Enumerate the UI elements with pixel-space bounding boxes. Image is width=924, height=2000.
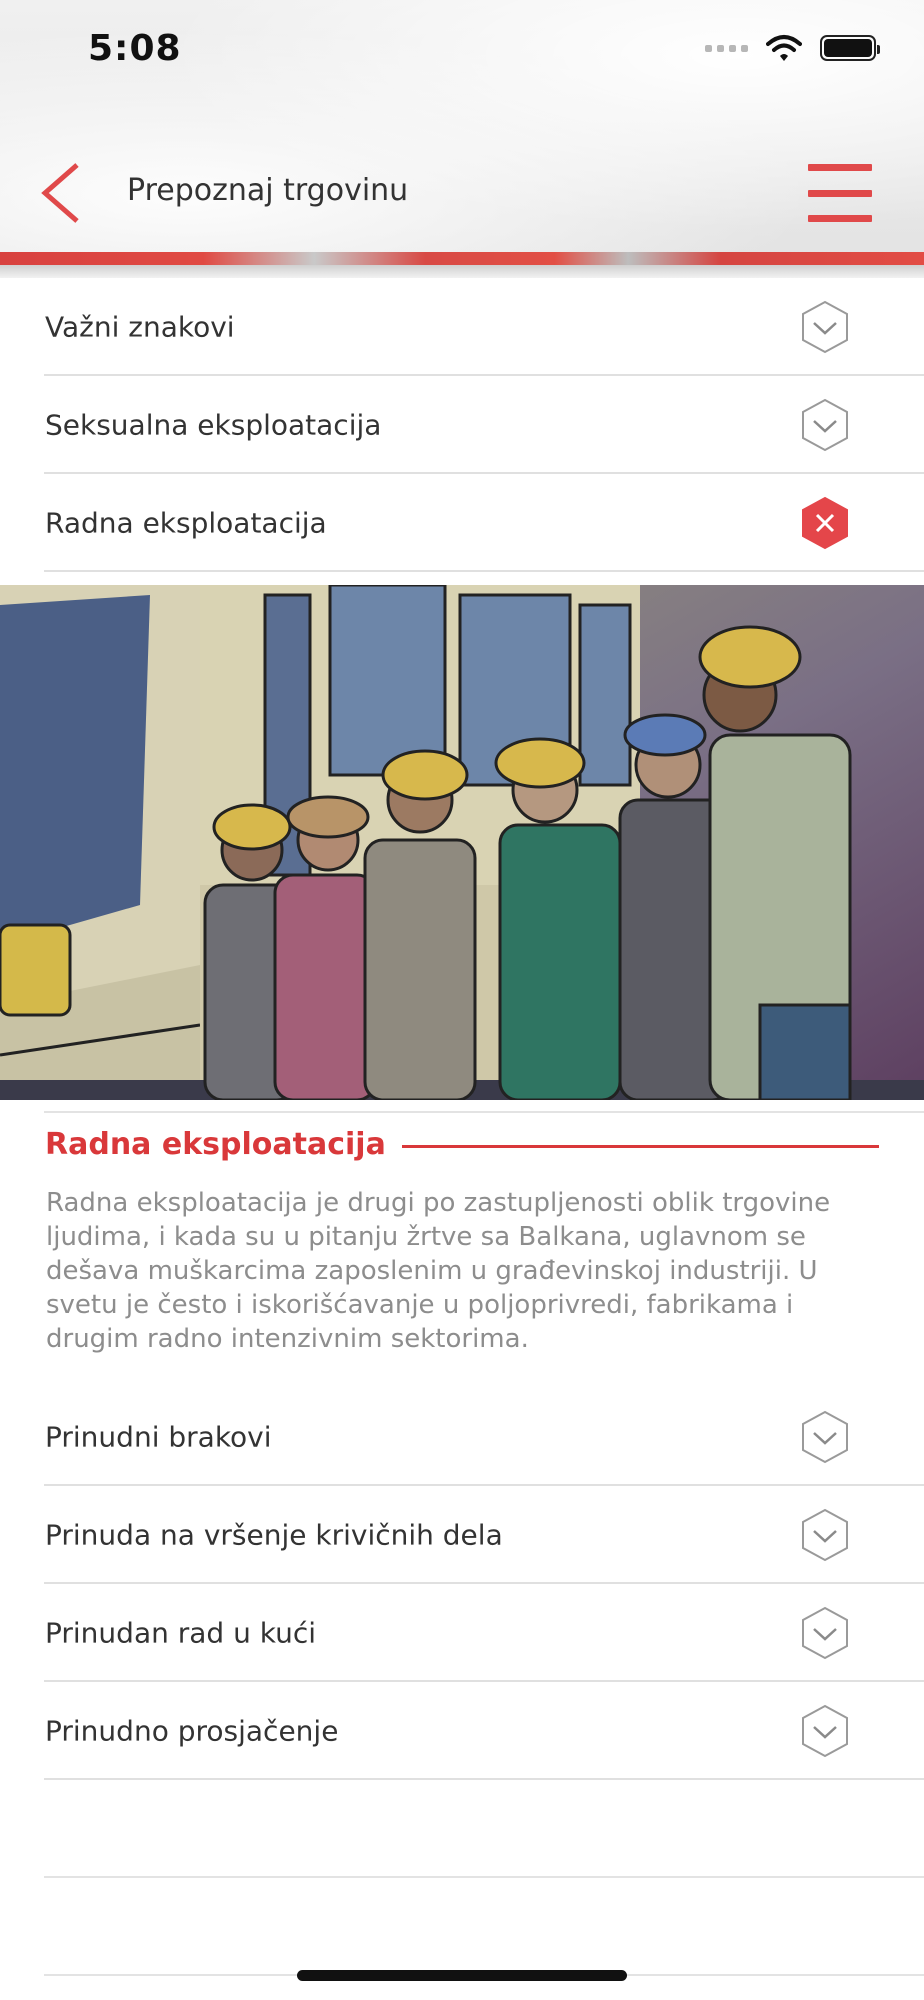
hexagon-chevron-down-icon[interactable] bbox=[800, 1410, 850, 1464]
hamburger-menu-icon bbox=[808, 164, 872, 171]
accordion-item-vazni-znakovi[interactable] bbox=[0, 278, 924, 376]
chevron-left-icon bbox=[39, 161, 83, 225]
hexagon-chevron-down-icon[interactable] bbox=[800, 1508, 850, 1562]
hexagon-close-icon[interactable] bbox=[800, 496, 850, 550]
accordion-item-label: Prinudno prosjačenje bbox=[45, 1714, 339, 1748]
list-divider bbox=[44, 1876, 924, 1878]
accordion-item-label: Prinuda na vršenje krivičnih dela bbox=[45, 1518, 503, 1552]
back-button[interactable] bbox=[36, 160, 86, 226]
home-indicator[interactable] bbox=[297, 1970, 627, 1981]
wifi-icon bbox=[766, 34, 802, 62]
accordion-item-label: Prinudni brakovi bbox=[45, 1420, 272, 1454]
accordion-item-radna-eksploatacija[interactable] bbox=[0, 474, 924, 572]
header-shadow bbox=[0, 265, 924, 278]
accordion-item-prinudan-rad-u-kuci[interactable] bbox=[0, 1584, 924, 1682]
hexagon-chevron-down-icon[interactable] bbox=[800, 300, 850, 354]
hexagon-chevron-down-icon[interactable] bbox=[800, 1606, 850, 1660]
status-time: 5:08 bbox=[88, 28, 182, 69]
cellular-signal-icon bbox=[705, 45, 748, 52]
accordion-item-seksualna-eksploatacija[interactable] bbox=[0, 376, 924, 474]
app-header bbox=[0, 0, 924, 278]
accordion-item-label: Važni znakovi bbox=[45, 310, 235, 344]
section-title-rule bbox=[402, 1145, 879, 1148]
hexagon-chevron-down-icon[interactable] bbox=[800, 398, 850, 452]
workers-illustration bbox=[0, 585, 924, 1100]
accordion-item-prinudni-brakovi[interactable] bbox=[0, 1388, 924, 1486]
status-icons bbox=[705, 34, 876, 62]
menu-button[interactable] bbox=[808, 164, 872, 222]
page-title: Prepoznaj trgovinu bbox=[127, 173, 409, 208]
accordion-item-prinudno-prosjacenje[interactable] bbox=[0, 1682, 924, 1780]
accordion-item-label: Prinudan rad u kući bbox=[45, 1616, 317, 1650]
header-accent-stripe bbox=[0, 252, 924, 265]
accordion-item-prinuda-krivicna-dela[interactable] bbox=[0, 1486, 924, 1584]
accordion-item-label: Radna eksploatacija bbox=[45, 506, 327, 540]
battery-icon bbox=[820, 35, 876, 61]
accordion-item-label: Seksualna eksploatacija bbox=[45, 408, 382, 442]
section-body-text: Radna eksploatacija je drugi po zastupljenosti oblik trgovine ljudima, i kada su u pitanju žrtve sa Balkana, uglavnom se dešava muškarcima zaposlenim u građevinskoj industriji. U svetu je često i iskorišćavanje u poljoprivredi, fabrikama i drugim radno intenzivnim sektorima. bbox=[46, 1188, 831, 1354]
hexagon-chevron-down-icon[interactable] bbox=[800, 1704, 850, 1758]
section-title: Radna eksploatacija bbox=[45, 1127, 386, 1162]
